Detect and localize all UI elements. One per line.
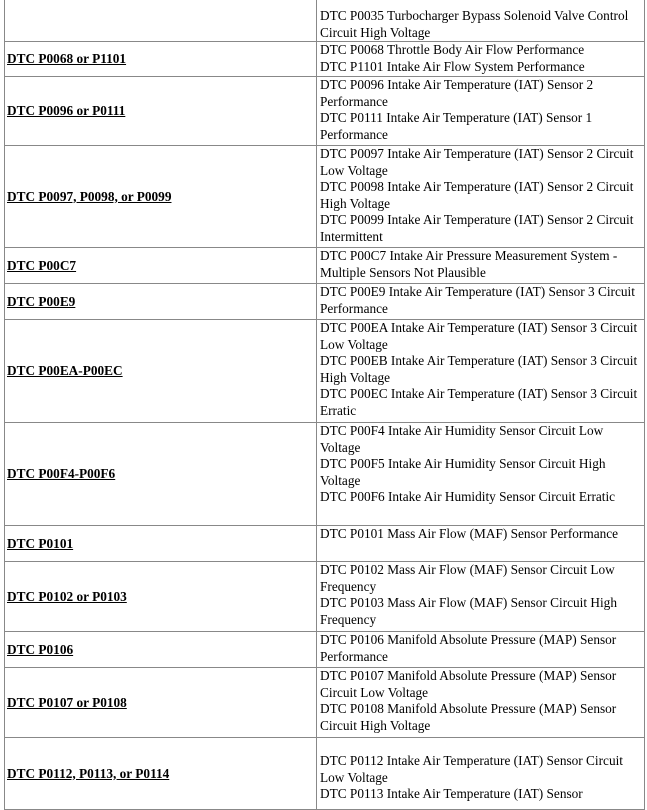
dtc-description: DTC P00EA Intake Air Temperature (IAT) Sensor 3 Circuit Low Voltage: [320, 320, 638, 352]
dtc-code-link[interactable]: DTC P0101: [7, 535, 74, 551]
dtc-code-cell: [5, 248, 317, 284]
dtc-description-cell: [317, 0, 645, 42]
dtc-code-link[interactable]: DTC P0106: [7, 641, 74, 657]
table-row: [5, 0, 645, 42]
dtc-code-link[interactable]: DTC P0068 or P1101: [7, 51, 127, 66]
table-row: [5, 248, 645, 284]
dtc-code-link[interactable]: DTC P0096 or P0111: [7, 103, 126, 118]
dtc-code-cell: [5, 632, 317, 668]
dtc-code-cell: [5, 42, 317, 77]
dtc-code-cell: [5, 320, 317, 423]
dtc-code-link[interactable]: DTC P0112, P0113, or P0114: [7, 765, 170, 781]
dtc-description-cell: [317, 562, 645, 632]
table-row: [5, 284, 645, 320]
table-row: [5, 77, 645, 146]
table-row: [5, 738, 645, 810]
dtc-description: DTC P1101 Intake Air Flow System Performance: [320, 58, 585, 74]
dtc-description: DTC P0112 Intake Air Temperature (IAT) Sensor Circuit Low Voltage: [320, 753, 623, 785]
dtc-description: DTC P00E9 Intake Air Temperature (IAT) Sensor 3 Circuit Performance: [320, 284, 635, 316]
dtc-description: DTC P0102 Mass Air Flow (MAF) Sensor Circuit Low Frequency: [320, 562, 615, 594]
dtc-description: DTC P00EB Intake Air Temperature (IAT) Sensor 3 Circuit High Voltage: [320, 353, 638, 385]
dtc-description: DTC P00F6 Intake Air Humidity Sensor Circuit Erratic: [320, 489, 616, 504]
dtc-description-cell: [317, 526, 645, 562]
dtc-description-cell: [317, 248, 645, 284]
dtc-description-cell: [317, 632, 645, 668]
dtc-description: DTC P0068 Throttle Body Air Flow Performance: [320, 42, 585, 57]
dtc-description: DTC P00F5 Intake Air Humidity Sensor Circuit High Voltage: [320, 456, 606, 488]
dtc-description: DTC P0098 Intake Air Temperature (IAT) Sensor 2 Circuit High Voltage: [320, 179, 634, 211]
table-row: [5, 632, 645, 668]
table-row: [5, 146, 645, 248]
dtc-code-link[interactable]: DTC P00C7: [7, 257, 77, 273]
dtc-description: DTC P0111 Intake Air Temperature (IAT) Sensor 1 Performance: [320, 110, 593, 142]
dtc-description: DTC P00C7 Intake Air Pressure Measurement System - Multiple Sensors Not Plausible: [320, 248, 618, 280]
dtc-description: DTC P0035 Turbocharger Bypass Solenoid Valve Control Circuit High Voltage: [320, 8, 629, 40]
dtc-code-link[interactable]: DTC P00EA-P00EC: [7, 363, 123, 378]
dtc-description-cell: [317, 146, 645, 248]
dtc-table-body: [5, 0, 645, 810]
dtc-code-link[interactable]: DTC P0097, P0098, or P0099: [7, 188, 172, 204]
dtc-description: DTC P0108 Manifold Absolute Pressure (MAP) Sensor Circuit High Voltage: [320, 701, 617, 733]
dtc-description: DTC P0107 Manifold Absolute Pressure (MAP) Sensor Circuit Low Voltage: [320, 668, 617, 700]
dtc-description: DTC P00F4 Intake Air Humidity Sensor Circuit Low Voltage: [320, 423, 604, 455]
dtc-code-link[interactable]: DTC P00E9: [7, 293, 76, 309]
dtc-description: DTC P0113 Intake Air Temperature (IAT) Sensor: [320, 786, 583, 801]
dtc-description-cell: [317, 77, 645, 146]
dtc-code-cell: [5, 0, 317, 42]
dtc-description: DTC P0096 Intake Air Temperature (IAT) Sensor 2 Performance: [320, 77, 594, 109]
dtc-code-link[interactable]: DTC P0107 or P0108: [7, 694, 127, 710]
dtc-description: DTC P0103 Mass Air Flow (MAF) Sensor Circuit High Frequency: [320, 595, 617, 627]
table-row: [5, 42, 645, 77]
dtc-description-cell: [317, 284, 645, 320]
dtc-reference-table: [4, 0, 645, 810]
dtc-code-cell: [5, 526, 317, 562]
dtc-code-link[interactable]: DTC P00F4-P00F6: [7, 466, 116, 481]
dtc-description: DTC P00EC Intake Air Temperature (IAT) Sensor 3 Circuit Erratic: [320, 386, 638, 418]
dtc-code-cell: [5, 738, 317, 810]
dtc-description-cell: [317, 738, 645, 810]
table-row: [5, 423, 645, 526]
dtc-code-cell: [5, 284, 317, 320]
dtc-description: DTC P0101 Mass Air Flow (MAF) Sensor Performance: [320, 526, 619, 541]
dtc-description-cell: [317, 423, 645, 526]
dtc-description: DTC P0099 Intake Air Temperature (IAT) Sensor 2 Circuit Intermittent: [320, 212, 634, 244]
dtc-description-cell: [317, 320, 645, 423]
dtc-description: DTC P0106 Manifold Absolute Pressure (MAP) Sensor Performance: [320, 632, 617, 664]
table-row: [5, 320, 645, 423]
dtc-code-cell: [5, 668, 317, 738]
dtc-description: DTC P0097 Intake Air Temperature (IAT) Sensor 2 Circuit Low Voltage: [320, 146, 634, 178]
dtc-code-cell: [5, 77, 317, 146]
dtc-code-link[interactable]: DTC P0102 or P0103: [7, 588, 127, 604]
dtc-description-cell: [317, 42, 645, 77]
dtc-code-cell: [5, 423, 317, 526]
table-row: [5, 562, 645, 632]
dtc-code-cell: [5, 562, 317, 632]
table-row: [5, 668, 645, 738]
dtc-description-cell: [317, 668, 645, 738]
table-row: [5, 526, 645, 562]
dtc-code-cell: [5, 146, 317, 248]
